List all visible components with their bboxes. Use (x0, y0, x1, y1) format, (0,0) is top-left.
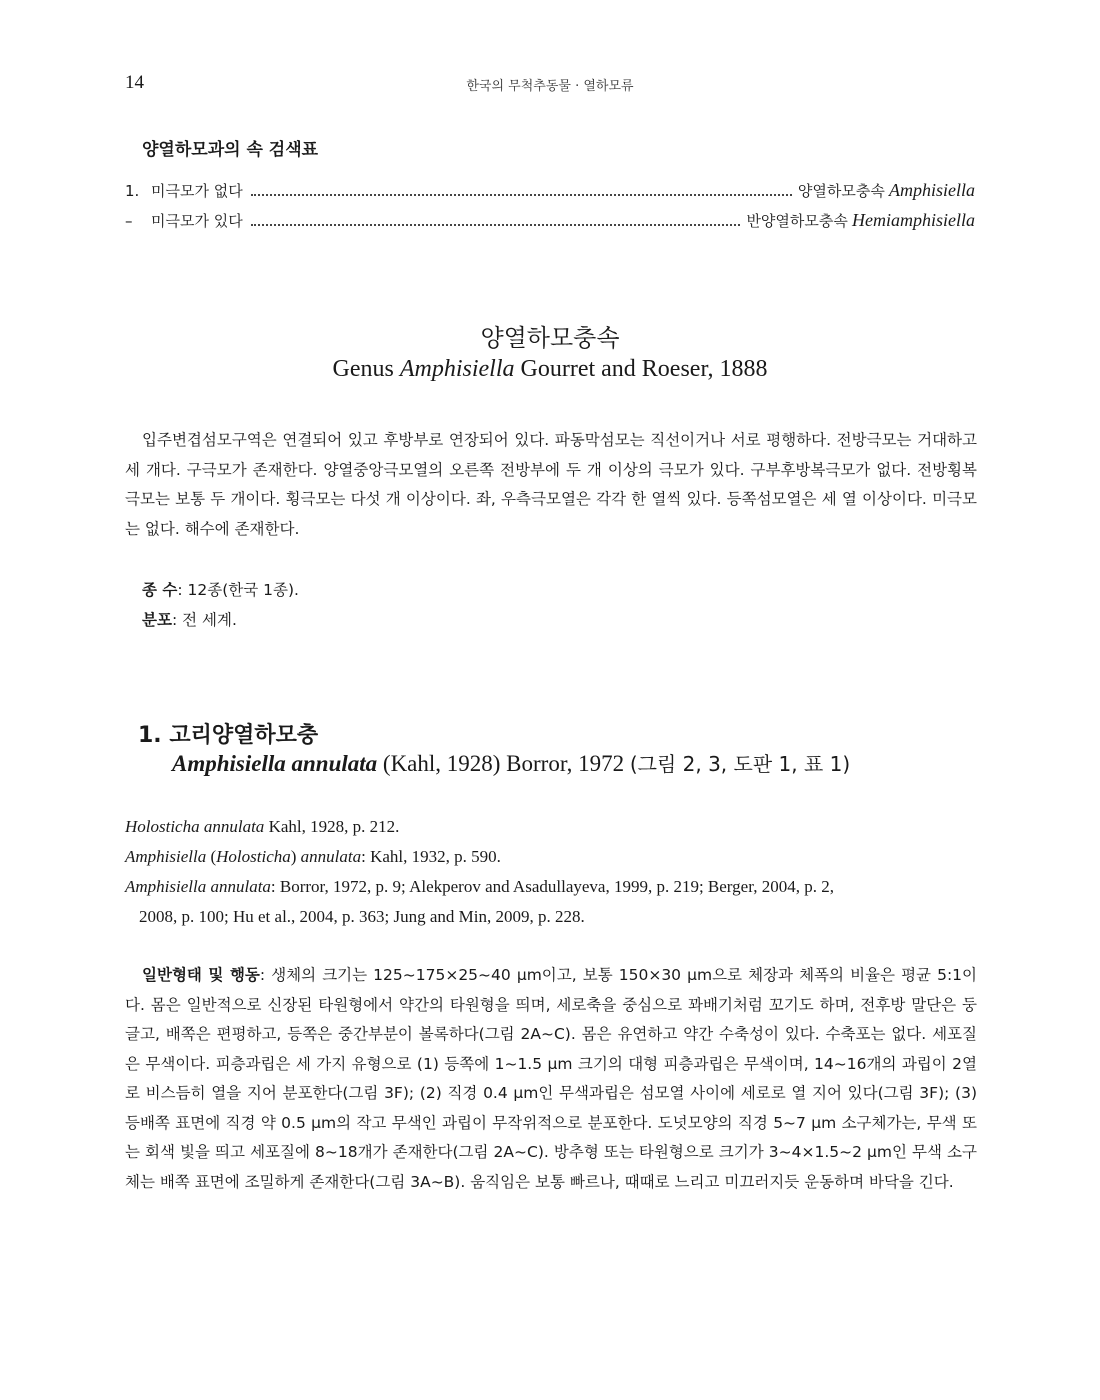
leader-dots (251, 194, 792, 196)
synonym-bracket-open: ( (206, 847, 217, 866)
species-figure-refs: (그림 2, 3, 도판 1, 표 1) (629, 752, 851, 776)
synonym-entry (125, 842, 977, 872)
synonym-subgenus: Holosticha (216, 847, 291, 866)
synonym-citation: Kahl, 1928, p. 212. (264, 817, 400, 836)
key-item (125, 210, 975, 231)
synonym-citation: : Borror, 1972, p. 9; Alekperov and Asadullayeva, 1999, p. 219; Berger, 2004, p. 2, (270, 877, 834, 896)
morphology-description (125, 961, 977, 1197)
species-title-korean: 1. 고리양열하모충 (138, 723, 319, 748)
key-item-result-latin: Amphisiella (889, 180, 975, 200)
synonym-entry (125, 812, 977, 842)
species-count-label: 종 수 (142, 581, 178, 599)
key-item-result-korean: 반양열하모충속 (746, 212, 848, 230)
distribution-label: 분포 (142, 611, 172, 629)
genus-author: Gourret and Roeser, 1888 (520, 356, 768, 382)
genus-name: Amphisiella (399, 356, 515, 382)
synonym-name: Holosticha annulata (125, 817, 265, 836)
key-item-result (798, 180, 975, 201)
key-item (125, 180, 975, 201)
page-header (125, 72, 975, 98)
key-item-label: 미극모가 있다 (151, 212, 243, 230)
key-item-number: 1. (125, 182, 140, 200)
genus-prefix: Genus (332, 356, 394, 382)
synonym-citation: : Kahl, 1932, p. 590. (361, 847, 501, 866)
species-count-value: : 12종(한국 1종). (177, 581, 299, 599)
description-label: 일반형태 및 행동 (142, 966, 260, 984)
genus-diagnosis: 입주변겹섬모구역은 연결되어 있고 후방부로 연장되어 있다. 파동막섬모는 직선이거나 서로 평행하다. 전방극모는 거대하고 세 개다. 구극모가 존재한다. 양열중앙극모열의 오른쪽 전방부에 두 개 이상의 극모가 있다. 구부후방복극모가 없다. 전방횡복극모는 보통 두 개이다. 횡극모는 다섯 개 이상이다. 좌, 우측극모열은 각각 한 열씩 있다. 등쪽섬모열은 세 열 이상이다. 미극모는 없다. 해수에 존재한다. (125, 431, 977, 538)
distribution-value: : 전 세계. (171, 611, 237, 629)
key-item-result-korean: 양열하모충속 (797, 182, 885, 200)
species-title-latin (172, 748, 850, 777)
distribution (142, 608, 237, 630)
species-count (142, 578, 299, 600)
genus-title-latin (0, 356, 1100, 383)
synonym-citation-continued: 2008, p. 100; Hu et al., 2004, p. 363; Jung and Min, 2009, p. 228. (139, 907, 585, 926)
key-item-number: – (125, 212, 133, 230)
species-name: Amphisiella annulata (172, 751, 378, 776)
description-text: : 생체의 크기는 125~175×25~40 μm이고, 보통 150×30 μm으로 체장과 체폭의 비율은 평균 5:1이다. 몸은 일반적으로 신장된 타원형에서 약간의 타원형을 띄며, 세로축을 중심으로 꽈배기처럼 꼬기도 하며, 전후방 말단은 둥글고, 배쪽은 편평하고, 등쪽은 중간부분이 볼록하다(그림 2A~C). 몸은 유연하고 약간 수축성이 있다. 수축포는 없다. 세포질은 무색이다. 피층과립은 세 가지 유형으로 (1) 등쪽에 1~1.5 μm 크기의 대형 피층과립은 무색이며, 14~16개의 과립이 2열로 비스듬히 열을 지어 분포한다(그림 3F); (2) 직경 0.4 μm인 무색과립은 섬모열 사이에 세로로 열 지어 있다(그림 3F); (3) 등배쪽 표면에 직경 약 0.5 μm의 작고 무색인 과립이 무작위적으로 분포한다. 도넛모양의 직경 5~7 μm 소구체가는, 무색 또는 회색 빛을 띄고 세포질에 8~18개가 존재한다(그림 2A~C). 방추형 또는 타원형으로 크기가 3~4×1.5~2 μm인 무색 소구체는 배쪽 표면에 조밀하게 존재한다(그림 3A~B). 움직임은 보통 빠르나, 때때로 느리고 미끄러지듯 운동하며 바닥을 긴다. (125, 966, 977, 1191)
leader-dots (251, 224, 741, 226)
synonym-epithet: annulata (300, 847, 362, 866)
synonym-name: Amphisiella (125, 847, 207, 866)
key-title: 양열하모과의 속 검색표 (142, 140, 319, 160)
genus-title-korean: 양열하모충속 (480, 324, 620, 352)
species-author: (Kahl, 1928) Borror, 1972 (377, 751, 630, 776)
running-title: 한국의 무척추동물 · 열하모류 (466, 79, 634, 94)
key-item-result-latin: Hemiamphisiella (852, 210, 975, 230)
synonym-bracket-close: ) (290, 847, 301, 866)
key-item-label: 미극모가 없다 (151, 182, 243, 200)
page-number: 14 (125, 72, 144, 93)
synonym-entry (125, 872, 977, 932)
key-item-result (746, 210, 975, 231)
synonym-name: Amphisiella annulata (125, 877, 271, 896)
